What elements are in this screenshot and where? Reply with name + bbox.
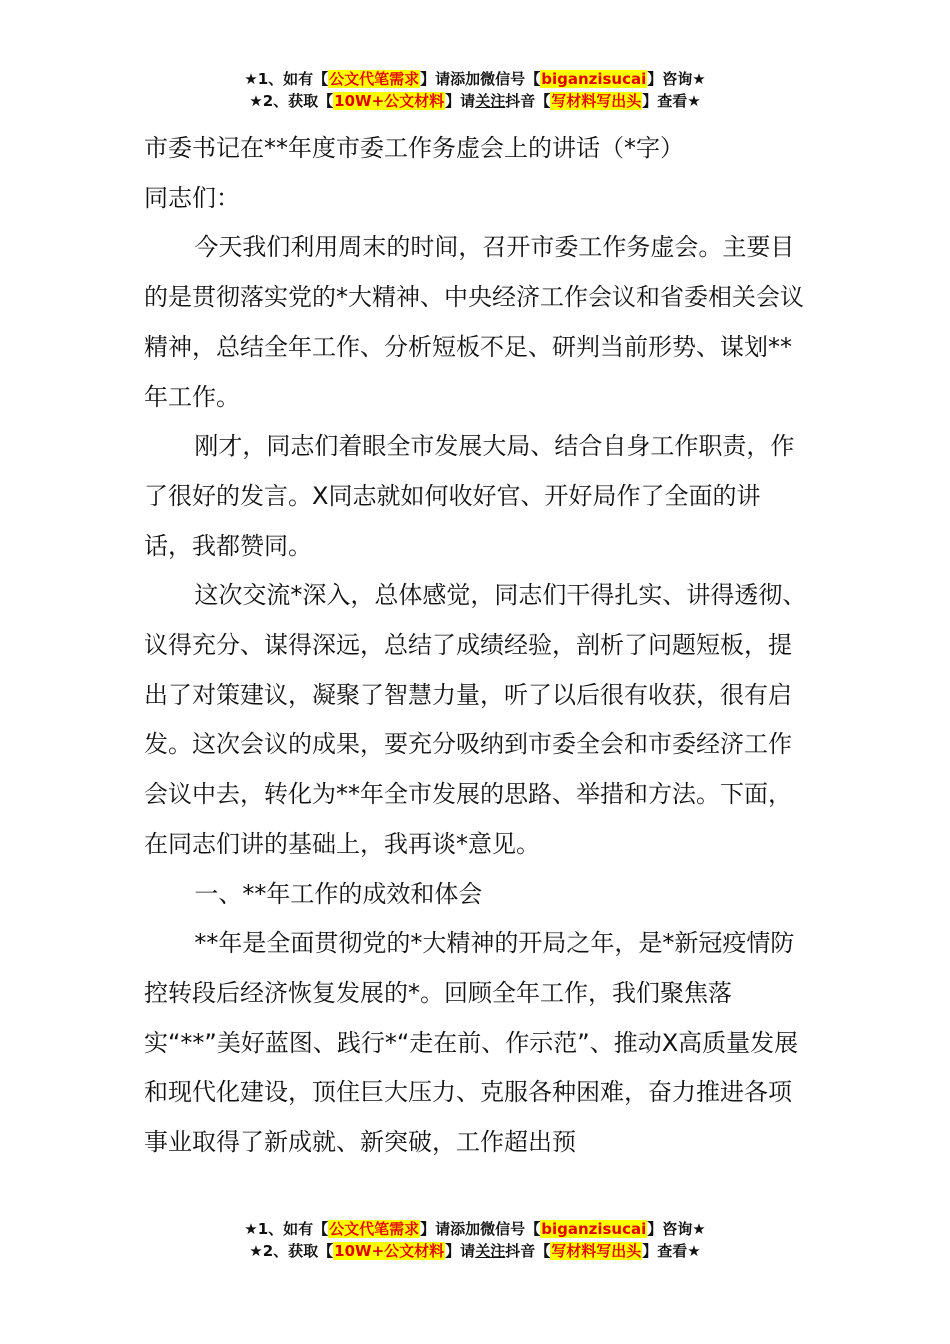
promo-highlight-writing-service: 公文代笔需求: [329, 70, 420, 88]
promo-text: 查看: [657, 92, 688, 110]
paragraph-exchange: 这次交流*深入，总体感觉，同志们干得扎实、讲得透彻、议得充分、谋得深远，总结了成绩经验，剖析了问题短板，提出了对策建议，凝聚了智慧力量，听了以后很有收获，很有启发。这次会议的成果，要充分吸纳到市委全会和市委经济工作会议中去，转化为**年全市发展的思路、举措和方法。下面，在同志们讲的基础上，我再谈*意见。: [144, 581, 807, 858]
promo-text: 2、获取: [262, 1242, 319, 1260]
promo-highlight-writing-service: 公文代笔需求: [329, 1220, 420, 1238]
promo-text: 请添加微信号: [435, 1220, 526, 1238]
bracket: 【: [313, 1220, 329, 1238]
promo-text: 咨询: [662, 1220, 693, 1238]
bracket: 【: [535, 1242, 551, 1260]
paragraph-speeches: 刚才，同志们着眼全市发展大局、结合自身工作职责，作了很好的发言。X同志就如何收好官、开好局作了全面的讲话，我都赞同。: [144, 432, 795, 560]
section-heading-1: 一、**年工作的成效和体会: [194, 879, 483, 908]
promo-highlight-wechat-id: biganzisucai: [541, 1220, 647, 1238]
star-icon: ★: [244, 1220, 258, 1238]
star-icon: ★: [249, 1242, 263, 1260]
promo-line-2: [0, 90, 950, 112]
bracket: 】: [647, 70, 663, 88]
bracket: 【: [313, 70, 329, 88]
promo-highlight-wechat-id: biganzisucai: [541, 70, 647, 88]
promo-line-1: [0, 1218, 950, 1240]
bracket: 【: [535, 92, 551, 110]
bottom-promo-banner: [0, 1218, 950, 1262]
bracket: 】: [647, 1220, 663, 1238]
promo-highlight-materials: 10W+公文材料: [334, 1242, 445, 1260]
promo-text-underlined: 关注: [475, 92, 506, 110]
top-promo-banner: [0, 68, 950, 112]
promo-text: 请: [460, 1242, 476, 1260]
bracket: 】: [420, 1220, 436, 1238]
bracket: 【: [318, 92, 334, 110]
promo-text: 1、如有: [257, 1220, 314, 1238]
promo-text: 抖音: [505, 92, 536, 110]
promo-line-2: [0, 1240, 950, 1262]
promo-text: 1、如有: [257, 70, 314, 88]
star-icon: ★: [687, 1242, 701, 1260]
salutation: 同志们：: [144, 183, 240, 212]
star-icon: ★: [249, 92, 263, 110]
promo-text: 2、获取: [262, 92, 319, 110]
promo-highlight-materials: 10W+公文材料: [334, 92, 445, 110]
promo-text: 查看: [657, 1242, 688, 1260]
promo-highlight-douyin-account: 写材料写出头: [551, 1242, 642, 1260]
promo-text: 请添加微信号: [435, 70, 526, 88]
document-body: [144, 124, 808, 1168]
bracket: 【: [525, 1220, 541, 1238]
paragraph-review: **年是全面贯彻党的*大精神的开局之年，是*新冠疫情防控转段后经济恢复发展的*。回顾全年工作，我们聚焦落实“**”美好蓝图、践行*“走在前、作示范”、推动X高质量发展和现代化建设，顶住巨大压力、克服各种困难，奋力推进各项事业取得了新成就、新突破，工作超出预: [144, 929, 799, 1157]
bracket: 】: [642, 92, 658, 110]
star-icon: ★: [687, 92, 701, 110]
star-icon: ★: [244, 70, 258, 88]
star-icon: ★: [692, 1220, 706, 1238]
bracket: 】: [445, 92, 461, 110]
star-icon: ★: [692, 70, 706, 88]
document-title: 市委书记在**年度市委工作务虚会上的讲话（*字）: [144, 134, 684, 162]
bracket: 【: [318, 1242, 334, 1260]
promo-text-underlined: 关注: [475, 1242, 506, 1260]
bracket: 【: [525, 70, 541, 88]
bracket: 】: [445, 1242, 461, 1260]
bracket: 】: [420, 70, 436, 88]
promo-text: 抖音: [505, 1242, 536, 1260]
promo-highlight-douyin-account: 写材料写出头: [551, 92, 642, 110]
paragraph-intro: 今天我们利用周末的时间，召开市委工作务虚会。主要目的是贯彻落实党的*大精神、中央经济工作会议和省委相关会议精神，总结全年工作、分析短板不足、研判当前形势、谋划**年工作。: [144, 233, 804, 411]
promo-line-1: [0, 68, 950, 90]
promo-text: 咨询: [662, 70, 693, 88]
promo-text: 请: [460, 92, 476, 110]
bracket: 】: [642, 1242, 658, 1260]
